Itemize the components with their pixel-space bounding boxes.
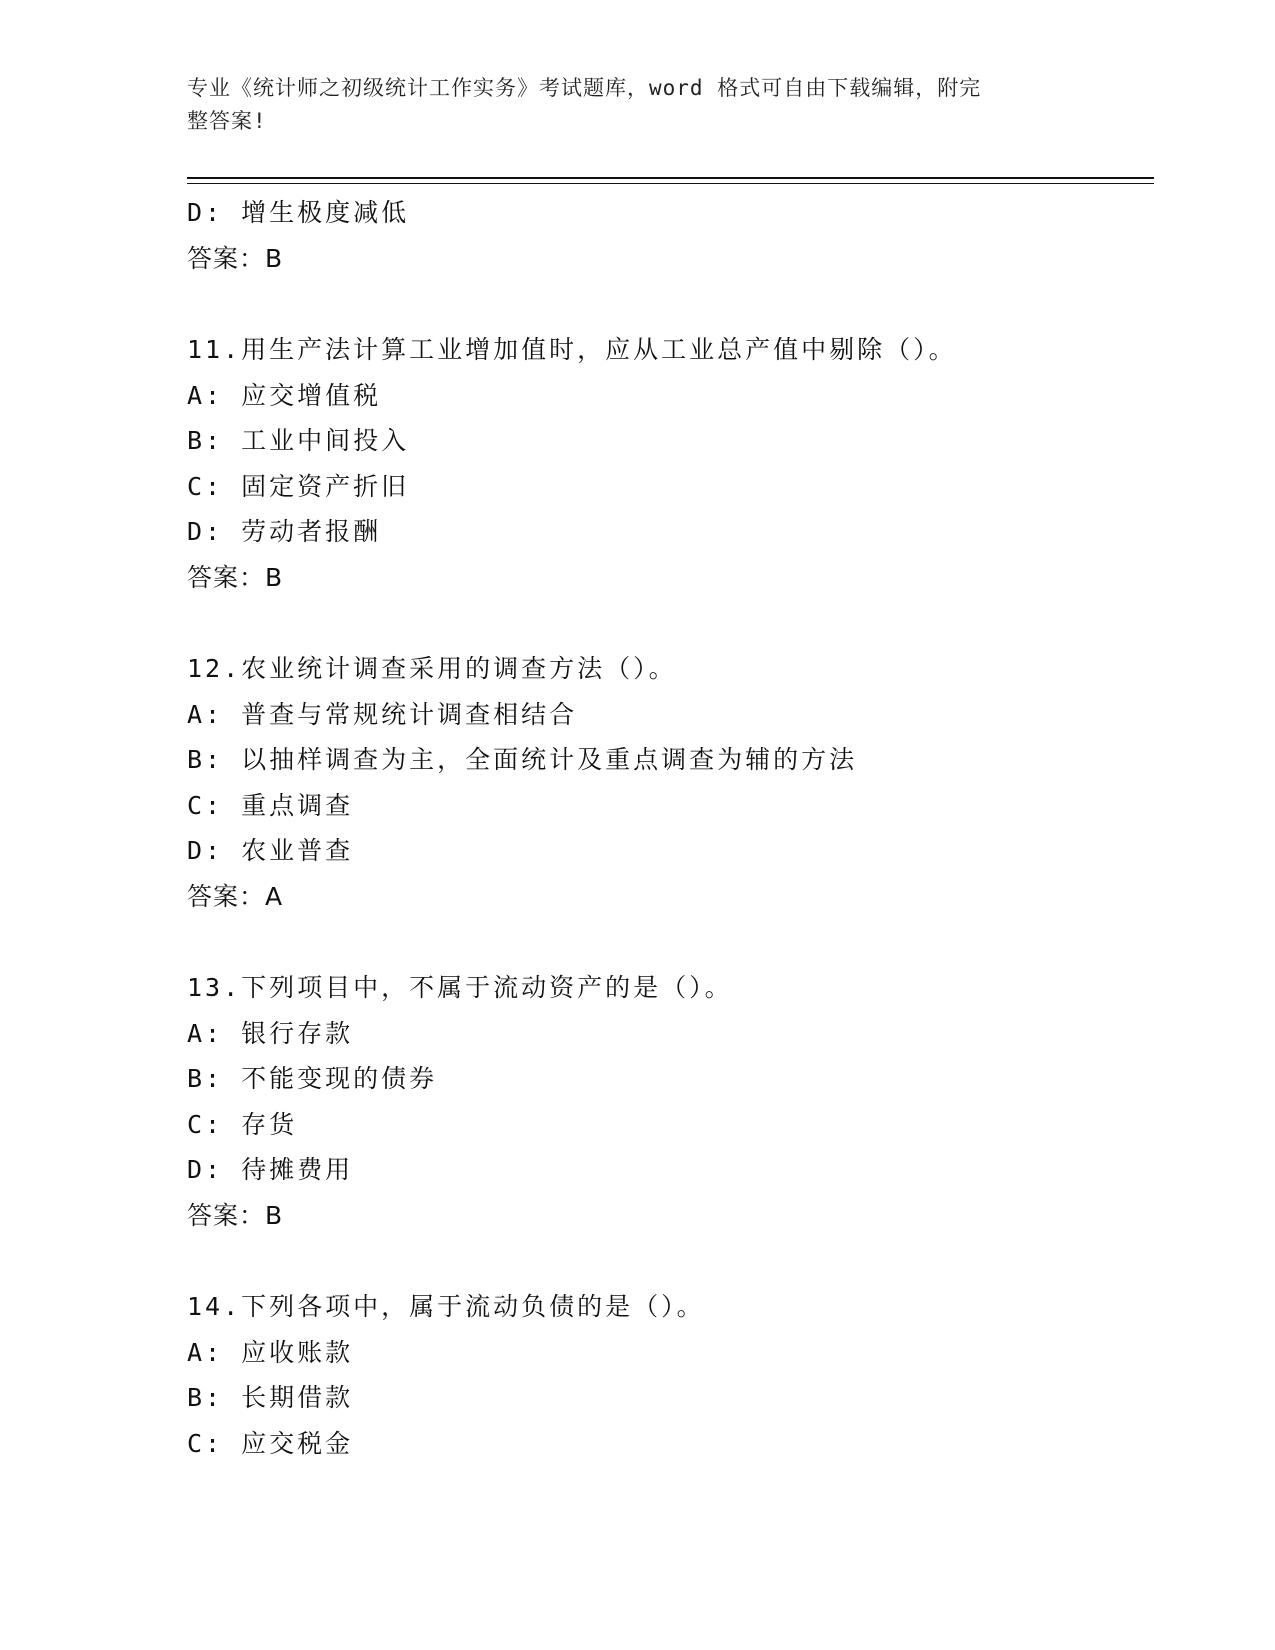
question-stem: 14.下列各项中，属于流动负债的是（）。 — [187, 1292, 705, 1321]
option-a: A: 银行存款 — [187, 1018, 354, 1048]
option-d: D: 农业普查 — [187, 836, 354, 865]
option-d: D: 待摊费用 — [187, 1155, 354, 1184]
question-14 — [187, 1284, 1154, 1466]
option-a: A: 应交增值税 — [187, 380, 382, 410]
option-b: B: 以抽样调查为主，全面统计及重点调查为辅的方法 — [187, 745, 858, 774]
option-c: C: 应交税金 — [187, 1428, 354, 1458]
option-b: B: 工业中间投入 — [187, 426, 410, 455]
answer-line: 答案：A — [187, 881, 284, 911]
option-b: B: 长期借款 — [187, 1383, 354, 1412]
answer-line: 答案：B — [187, 562, 284, 592]
header-line-1: 专业《统计师之初级统计工作实务》考试题库，word 格式可自由下载编辑，附完 — [187, 76, 982, 100]
option-a: A: 应收账款 — [187, 1337, 354, 1367]
option-c: C: 固定资产折旧 — [187, 471, 410, 501]
question-list — [187, 190, 1154, 1466]
option-b: B: 不能变现的债券 — [187, 1064, 438, 1093]
question-stem: 13.下列项目中，不属于流动资产的是（）。 — [187, 973, 733, 1002]
option-d: D: 增生极度减低 — [187, 198, 410, 227]
option-c: C: 存货 — [187, 1109, 298, 1139]
question-stem: 12.农业统计调查采用的调查方法（）。 — [187, 654, 677, 683]
header-line-2: 整答案! — [187, 109, 267, 133]
option-c: C: 重点调查 — [187, 790, 354, 820]
option-a: A: 普查与常规统计调查相结合 — [187, 699, 578, 729]
header-divider-thin — [187, 183, 1154, 184]
question-13 — [187, 965, 1154, 1238]
question-12 — [187, 646, 1154, 919]
answer-line: 答案：B — [187, 243, 284, 273]
question-11 — [187, 327, 1154, 600]
option-d: D: 劳动者报酬 — [187, 517, 382, 546]
question-stem: 11.用生产法计算工业增加值时，应从工业总产值中剔除（）。 — [187, 335, 957, 364]
answer-line: 答案：B — [187, 1200, 284, 1230]
document-header — [187, 72, 1067, 138]
header-divider-thick — [187, 177, 1154, 179]
